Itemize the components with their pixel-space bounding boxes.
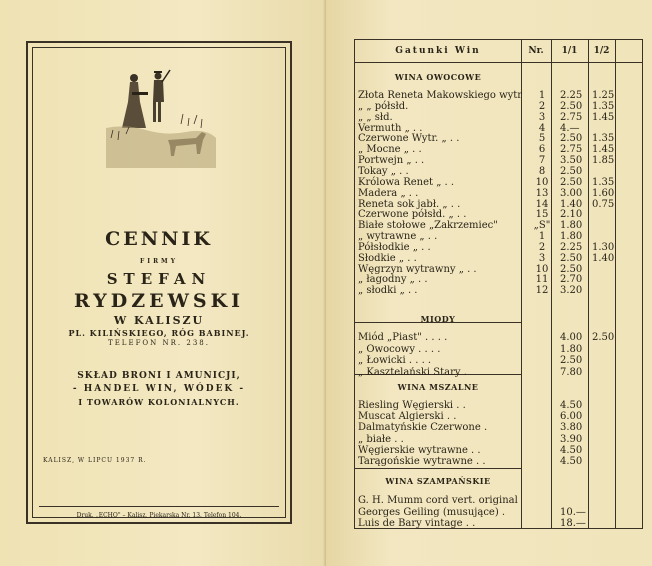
row-nr: 14 (535, 198, 549, 210)
price-row (355, 422, 642, 433)
price-row (355, 166, 642, 177)
slogan-line-3: I TOWARÓW KOLONIALNYCH. (78, 397, 240, 407)
section-title: WINA SZAMPAŃSKIE (385, 476, 491, 486)
price-row (355, 155, 642, 166)
row-name: „ słodki „ . . (358, 285, 418, 297)
price-row (355, 285, 642, 296)
row-p1: 4.50 (560, 444, 583, 456)
row-p1: 2.75 (560, 111, 583, 123)
row-nr: „S" (533, 220, 551, 232)
row-nr: 12 (535, 285, 549, 297)
row-name: Muscat Algierski . . (358, 411, 457, 423)
row-p1: 3.80 (560, 422, 583, 434)
price-row (355, 144, 642, 155)
row-p1: 2.10 (560, 209, 583, 221)
row-name: Vermuth „ . . (358, 122, 423, 134)
row-name: Tokay „ . . (358, 165, 409, 177)
row-nr: 1 (538, 231, 546, 243)
row-name: Czerwone półsłd. „ . . (358, 209, 467, 221)
price-table (354, 39, 643, 529)
row-name: „ Mocne „ . . (358, 144, 422, 156)
row-p1: 1.80 (560, 220, 583, 232)
price-row (355, 112, 642, 123)
firmy-label: FIRMY (140, 258, 178, 265)
row-nr: 3 (538, 252, 546, 264)
row-name: Reneta sok jabł. „ . . (358, 198, 461, 210)
price-row (355, 400, 642, 411)
row-name: Słodkie „ . . (358, 252, 417, 264)
row-p1: 1.80 (560, 231, 583, 243)
row-name: „ łagodny „ . . (358, 274, 428, 286)
price-row (355, 242, 642, 253)
row-p1: 2.75 (560, 144, 583, 156)
row-name: „ Owocowy . . . . (358, 343, 441, 355)
row-p2: 0.75 (592, 198, 615, 210)
price-row (355, 445, 642, 456)
price-row (355, 220, 642, 231)
row-p1: 18.— (560, 518, 586, 529)
issue-date: KALISZ, W LIPCU 1937 R. (43, 457, 147, 464)
row-nr: 2 (538, 241, 546, 253)
row-p2: 1.40 (592, 252, 615, 264)
price-row (355, 209, 642, 220)
hunting-scene-illustration (106, 68, 216, 168)
row-name: „ „ słd. (358, 111, 393, 123)
price-row (355, 332, 642, 343)
price-row (355, 411, 642, 422)
row-p1: 2.50 (560, 100, 583, 112)
row-nr: 4 (538, 122, 546, 134)
price-row (355, 101, 642, 112)
row-name: G. H. Mumm cord vert. original (358, 495, 518, 506)
row-name: „ Kasztelański Stary . (358, 366, 467, 378)
header-rule (355, 62, 642, 63)
row-p1: 4.50 (560, 456, 583, 467)
section-separator (355, 468, 521, 469)
row-name: Dalmatyńskie Czerwone . (358, 422, 488, 434)
price-row (355, 434, 642, 445)
header-p2: 1/2 (593, 46, 610, 56)
row-p2: 1.45 (592, 144, 615, 156)
row-name: Madera „ . . (358, 187, 419, 199)
row-name: Czerwone Wytr. „ . . (358, 133, 460, 145)
row-nr: 2 (538, 100, 546, 112)
row-p2: 1.60 (592, 187, 615, 199)
slogan-line-2: - HANDEL WIN, WÓDEK - (72, 384, 246, 394)
row-p1: 2.50 (560, 133, 583, 145)
row-p1: 2.70 (560, 274, 583, 286)
row-nr: 10 (535, 176, 549, 188)
price-row (355, 264, 642, 275)
row-p1: 1.80 (560, 343, 583, 355)
row-p2: 1.35 (592, 176, 615, 188)
address: PL. KILIŃSKIEGO, RÓG BABINEJ. (68, 328, 250, 338)
printer-note: Druk. „ECHO" – Kalisz, Piekarska Nr. 13. Telefon 104. (76, 512, 242, 519)
row-p1: 3.00 (560, 187, 583, 199)
row-p1: 2.50 (560, 355, 583, 366)
cennik-title: CENNIK (105, 228, 213, 250)
price-row (355, 231, 642, 242)
row-p1: 1.40 (560, 198, 583, 210)
row-p1: 6.00 (560, 411, 583, 423)
row-nr: 10 (535, 263, 549, 275)
row-name: Georges Geiling (musujące) . (358, 506, 506, 518)
row-p1: 2.50 (560, 176, 583, 188)
row-name: „ białe . . (358, 433, 404, 445)
price-row (355, 253, 642, 264)
row-name: Miód „Piast" . . . . (358, 332, 448, 343)
section-title: WINA MSZALNE (397, 382, 479, 392)
row-name: „ Łowicki . . . . (358, 355, 432, 366)
row-p1: 3.90 (560, 433, 583, 445)
row-nr: 1 (538, 90, 546, 101)
row-p1: 10.— (560, 506, 586, 518)
row-name: Węgierskie wytrawne . . (358, 444, 481, 456)
row-name: Białe stołowe „Zakrzemiec" (358, 220, 498, 232)
row-p2: 2.50 (592, 332, 615, 343)
price-row (355, 495, 642, 506)
row-name: Złota Reneta Makowskiego wytr (358, 90, 523, 101)
phone: TELEFON NR. 238. (108, 339, 210, 347)
section-title: WINA OWOCOWE (394, 72, 482, 82)
printer-rule-top (39, 506, 279, 507)
row-p1: 3.20 (560, 285, 583, 297)
row-nr: 8 (538, 165, 546, 177)
price-row (355, 507, 642, 518)
row-p2: 1.25 (592, 90, 615, 101)
price-row (355, 90, 642, 101)
row-p1: 3.50 (560, 155, 583, 167)
cover-inner-frame (32, 47, 286, 518)
price-row (355, 274, 642, 285)
row-p2: 1.35 (592, 133, 615, 145)
price-row (355, 344, 642, 355)
row-p1: 4.50 (560, 400, 583, 411)
price-row (355, 188, 642, 199)
row-name: Półsłodkie „ . . (358, 241, 431, 253)
price-row (355, 133, 642, 144)
row-p2: 1.85 (592, 155, 615, 167)
row-nr: 11 (535, 274, 549, 286)
header-name: Gatunki Win (395, 46, 481, 56)
slogan-line-1: SKŁAD BRONI I AMUNICJI, (77, 371, 241, 381)
price-row (355, 518, 642, 529)
row-p1: 2.50 (560, 263, 583, 275)
row-name: „ „ półsłd. (358, 100, 409, 112)
price-row (355, 177, 642, 188)
price-list-page (326, 0, 652, 566)
row-name: „ wytrawne „ . . (358, 231, 438, 243)
price-row (355, 355, 642, 366)
header-p1: 1/1 (561, 46, 578, 56)
row-p1: 2.25 (560, 241, 583, 253)
row-name: Riesling Węgierski . . (358, 400, 466, 411)
row-nr: 5 (538, 133, 546, 145)
row-p1: 2.50 (560, 252, 583, 264)
row-name: Luis de Bary vintage . . (358, 518, 476, 529)
row-nr: 6 (538, 144, 546, 156)
header-nr: Nr. (528, 46, 544, 56)
cover-frame (26, 41, 292, 524)
price-row (355, 199, 642, 210)
owner-last-name: RYDZEWSKI (73, 290, 245, 312)
row-p1: 4.00 (560, 332, 583, 343)
row-p1: 7.80 (560, 366, 583, 378)
row-p1: 2.25 (560, 90, 583, 101)
section-title: MIODY (420, 314, 456, 324)
row-name: Portwejn „ . . (358, 155, 425, 167)
row-name: Węgrzyn wytrawny „ . . (358, 263, 477, 275)
row-nr: 13 (535, 187, 549, 199)
row-p2: 1.45 (592, 111, 615, 123)
row-name: Tarągońskie wytrawne . . (358, 456, 486, 467)
row-name: Królowa Renet „ . . (358, 176, 455, 188)
row-p1: 2.50 (560, 165, 583, 177)
row-nr: 3 (538, 111, 546, 123)
printer-rule-bottom (39, 522, 279, 523)
city: W KALISZU (113, 314, 205, 327)
owner-first-name: STEFAN (106, 270, 212, 288)
row-p2: 1.35 (592, 100, 615, 112)
price-row (355, 123, 642, 134)
row-nr: 7 (538, 155, 546, 167)
price-row (355, 367, 642, 378)
row-nr: 15 (535, 209, 549, 221)
price-row (355, 456, 642, 467)
row-p2: 1.30 (592, 241, 615, 253)
row-p1: 4.— (560, 122, 580, 134)
